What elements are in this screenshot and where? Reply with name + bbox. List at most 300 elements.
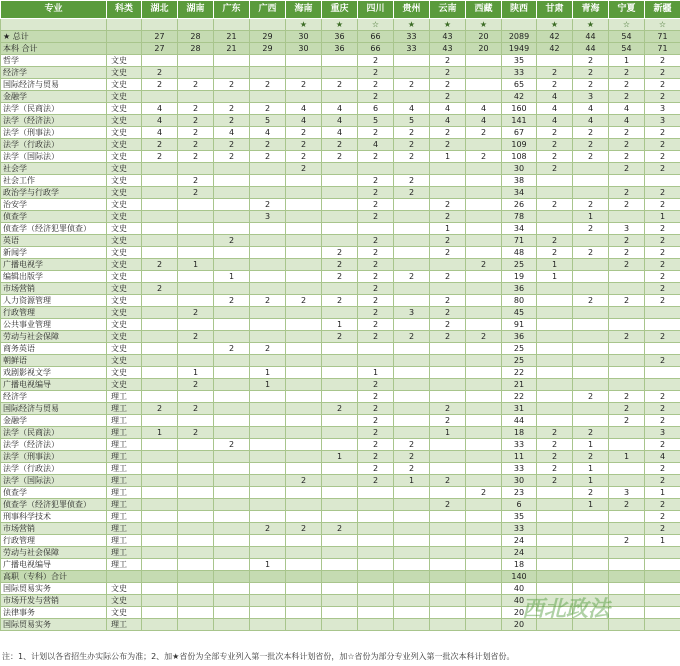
quota-cell — [178, 343, 214, 355]
category-cell: 理工 — [107, 523, 142, 535]
quota-cell: 22 — [502, 391, 537, 403]
quota-cell: 20 — [502, 619, 537, 631]
quota-cell: 2 — [430, 499, 466, 511]
quota-cell: 2 — [466, 259, 502, 271]
quota-cell — [142, 319, 178, 331]
quota-cell — [142, 355, 178, 367]
quota-cell — [322, 187, 358, 199]
quota-cell — [573, 235, 609, 247]
total-row — [1, 571, 680, 583]
quota-cell — [430, 391, 466, 403]
quota-cell — [645, 343, 680, 355]
total-row — [1, 43, 680, 55]
quota-cell — [466, 199, 502, 211]
quota-cell — [430, 187, 466, 199]
quota-cell: 1 — [430, 427, 466, 439]
quota-cell — [250, 607, 286, 619]
quota-cell: 2 — [537, 163, 573, 175]
major-name: 高职（专科）合计 — [1, 571, 107, 583]
quota-cell — [214, 247, 250, 259]
quota-cell: 2 — [358, 211, 394, 223]
quota-cell: 43 — [430, 43, 466, 55]
quota-cell — [214, 391, 250, 403]
quota-cell — [394, 235, 430, 247]
quota-cell — [250, 307, 286, 319]
quota-cell: 2 — [394, 151, 430, 163]
category-cell: 文史 — [107, 295, 142, 307]
quota-cell — [645, 547, 680, 559]
category-cell: 文史 — [107, 283, 142, 295]
quota-cell — [394, 55, 430, 67]
quota-cell: 2 — [286, 163, 322, 175]
quota-cell: 22 — [502, 367, 537, 379]
quota-cell: 2 — [322, 403, 358, 415]
category-cell: 理工 — [107, 511, 142, 523]
quota-cell: 2 — [537, 463, 573, 475]
quota-cell — [573, 307, 609, 319]
quota-cell — [286, 583, 322, 595]
quota-cell — [537, 355, 573, 367]
quota-cell — [394, 67, 430, 79]
footnote: 注：1、计划以各省招生办实际公布为准；2、加★省份为全部专业列入第一批次本科计划省份，加☆省份为部分专业列入第一批次本科计划省份。 — [2, 652, 515, 661]
batch-marker — [178, 19, 214, 31]
quota-cell: 30 — [502, 163, 537, 175]
quota-cell: 1 — [322, 451, 358, 463]
quota-cell — [322, 211, 358, 223]
quota-cell: 20 — [466, 31, 502, 43]
category-cell: 文史 — [107, 343, 142, 355]
quota-cell: 2 — [394, 139, 430, 151]
category-cell: 文史 — [107, 139, 142, 151]
quota-cell: 2 — [609, 163, 645, 175]
quota-cell — [645, 607, 680, 619]
quota-cell: 2 — [645, 187, 680, 199]
quota-cell — [430, 283, 466, 295]
quota-cell: 2 — [178, 307, 214, 319]
quota-cell — [645, 379, 680, 391]
quota-cell — [609, 559, 645, 571]
quota-cell — [286, 427, 322, 439]
quota-cell: 2 — [430, 91, 466, 103]
quota-cell — [358, 559, 394, 571]
quota-cell — [142, 619, 178, 631]
table-row — [1, 163, 680, 175]
quota-cell: 18 — [502, 427, 537, 439]
quota-cell — [286, 391, 322, 403]
table-row — [1, 187, 680, 199]
quota-cell: 20 — [502, 607, 537, 619]
quota-cell — [645, 595, 680, 607]
quota-cell — [466, 427, 502, 439]
quota-cell: 1 — [573, 463, 609, 475]
quota-cell — [322, 283, 358, 295]
table-row — [1, 499, 680, 511]
quota-cell — [430, 439, 466, 451]
quota-cell: 2 — [573, 79, 609, 91]
header-category: 科类 — [107, 1, 142, 19]
quota-cell: 2 — [286, 151, 322, 163]
quota-cell: 2 — [358, 451, 394, 463]
major-name: 新闻学 — [1, 247, 107, 259]
quota-cell — [178, 463, 214, 475]
quota-cell — [178, 271, 214, 283]
quota-cell: 2 — [322, 523, 358, 535]
quota-cell — [430, 547, 466, 559]
header-province: 广西 — [250, 1, 286, 19]
category-cell — [107, 571, 142, 583]
quota-cell: 71 — [502, 235, 537, 247]
quota-cell: 38 — [502, 175, 537, 187]
quota-cell — [250, 439, 286, 451]
quota-cell — [214, 475, 250, 487]
quota-cell — [250, 463, 286, 475]
quota-cell: 2 — [573, 199, 609, 211]
quota-cell — [142, 547, 178, 559]
quota-cell — [645, 307, 680, 319]
quota-cell: 48 — [502, 247, 537, 259]
quota-cell — [286, 379, 322, 391]
quota-cell: 2 — [214, 151, 250, 163]
quota-cell: 2 — [573, 295, 609, 307]
quota-cell — [394, 295, 430, 307]
quota-cell: 2 — [250, 295, 286, 307]
category-cell: 理工 — [107, 415, 142, 427]
category-cell: 文史 — [107, 583, 142, 595]
batch-marker: ☆ — [358, 19, 394, 31]
quota-cell — [286, 499, 322, 511]
quota-cell — [214, 307, 250, 319]
quota-cell — [466, 319, 502, 331]
quota-cell — [214, 571, 250, 583]
quota-cell: 2 — [430, 139, 466, 151]
quota-cell — [214, 283, 250, 295]
quota-cell — [214, 187, 250, 199]
quota-cell — [466, 79, 502, 91]
quota-cell — [466, 451, 502, 463]
quota-cell: 1 — [645, 535, 680, 547]
quota-cell: 2 — [178, 151, 214, 163]
quota-cell: 4 — [466, 103, 502, 115]
quota-cell — [645, 559, 680, 571]
quota-cell — [609, 619, 645, 631]
quota-cell: 2 — [573, 151, 609, 163]
major-name: 广播电视学 — [1, 259, 107, 271]
quota-cell: 2 — [430, 415, 466, 427]
quota-cell: 21 — [214, 31, 250, 43]
quota-cell: 1 — [250, 559, 286, 571]
quota-cell — [358, 607, 394, 619]
quota-cell: 2 — [466, 331, 502, 343]
quota-cell: 3 — [573, 91, 609, 103]
major-name: 商务英语 — [1, 343, 107, 355]
major-name: 国际贸易实务 — [1, 619, 107, 631]
quota-cell: 2 — [645, 523, 680, 535]
quota-cell — [286, 451, 322, 463]
quota-cell — [430, 343, 466, 355]
quota-cell: 2 — [142, 139, 178, 151]
quota-cell: 4 — [430, 103, 466, 115]
quota-cell — [322, 55, 358, 67]
quota-cell — [537, 559, 573, 571]
quota-cell: 160 — [502, 103, 537, 115]
header-province: 新疆 — [645, 1, 680, 19]
quota-cell — [142, 187, 178, 199]
header-province: 海南 — [286, 1, 322, 19]
header-province: 陕西 — [502, 1, 537, 19]
major-name: 人力资源管理 — [1, 295, 107, 307]
quota-cell — [430, 175, 466, 187]
category-cell: 文史 — [107, 199, 142, 211]
quota-cell — [322, 391, 358, 403]
quota-cell — [466, 235, 502, 247]
quota-cell — [250, 619, 286, 631]
quota-cell — [573, 187, 609, 199]
quota-cell: 2 — [358, 187, 394, 199]
table-row — [1, 367, 680, 379]
major-name: 市场营销 — [1, 283, 107, 295]
quota-cell — [214, 403, 250, 415]
quota-cell: 2 — [358, 307, 394, 319]
quota-cell: 2 — [537, 151, 573, 163]
quota-cell — [250, 415, 286, 427]
major-name: 法律事务 — [1, 607, 107, 619]
quota-cell — [286, 199, 322, 211]
quota-cell: 2 — [609, 295, 645, 307]
quota-cell: 2 — [645, 403, 680, 415]
quota-cell: 2 — [322, 331, 358, 343]
major-name: 行政管理 — [1, 307, 107, 319]
quota-cell — [609, 547, 645, 559]
quota-cell: 2 — [645, 439, 680, 451]
quota-cell — [358, 487, 394, 499]
quota-cell — [466, 367, 502, 379]
table-row — [1, 439, 680, 451]
quota-cell: 2 — [573, 55, 609, 67]
quota-cell — [214, 91, 250, 103]
quota-cell — [322, 559, 358, 571]
quota-cell: 2 — [322, 151, 358, 163]
quota-cell: 2 — [214, 139, 250, 151]
quota-cell — [178, 199, 214, 211]
quota-cell: 2 — [358, 67, 394, 79]
quota-cell — [394, 559, 430, 571]
quota-cell: 2 — [430, 127, 466, 139]
quota-cell: 4 — [466, 115, 502, 127]
category-cell: 理工 — [107, 619, 142, 631]
major-name: 经济学 — [1, 391, 107, 403]
quota-cell — [250, 583, 286, 595]
quota-cell: 2 — [645, 283, 680, 295]
quota-cell — [394, 343, 430, 355]
quota-cell — [250, 331, 286, 343]
quota-cell — [609, 463, 645, 475]
quota-cell: 80 — [502, 295, 537, 307]
quota-cell: 2 — [322, 247, 358, 259]
table-row — [1, 295, 680, 307]
quota-cell: 2 — [609, 247, 645, 259]
quota-cell — [142, 415, 178, 427]
quota-cell — [214, 55, 250, 67]
quota-cell — [214, 367, 250, 379]
table-row — [1, 199, 680, 211]
quota-cell — [214, 607, 250, 619]
quota-cell — [322, 463, 358, 475]
quota-cell: 29 — [250, 43, 286, 55]
header-province: 湖北 — [142, 1, 178, 19]
quota-cell: 2 — [358, 427, 394, 439]
quota-cell: 2 — [322, 271, 358, 283]
quota-cell: 2 — [178, 127, 214, 139]
quota-cell — [214, 163, 250, 175]
quota-cell: 34 — [502, 223, 537, 235]
major-name: 广播电视编导 — [1, 379, 107, 391]
major-name: 法学（行政法） — [1, 463, 107, 475]
quota-cell: 2 — [430, 235, 466, 247]
quota-cell: 2 — [537, 475, 573, 487]
quota-cell — [322, 511, 358, 523]
quota-cell — [142, 463, 178, 475]
batch-marker: ★ — [394, 19, 430, 31]
quota-cell: 40 — [502, 595, 537, 607]
quota-cell — [178, 247, 214, 259]
quota-cell — [214, 355, 250, 367]
quota-cell: 31 — [502, 403, 537, 415]
header-province: 四川 — [358, 1, 394, 19]
quota-cell — [573, 379, 609, 391]
quota-cell — [358, 535, 394, 547]
quota-cell: 1 — [178, 367, 214, 379]
quota-cell: 33 — [394, 43, 430, 55]
quota-cell — [609, 355, 645, 367]
header-province: 甘肃 — [537, 1, 573, 19]
quota-cell — [250, 271, 286, 283]
table-row — [1, 151, 680, 163]
quota-cell: 35 — [502, 511, 537, 523]
quota-cell: 33 — [502, 463, 537, 475]
quota-cell — [322, 619, 358, 631]
quota-cell: 1 — [430, 223, 466, 235]
quota-cell: 2 — [250, 103, 286, 115]
quota-cell — [358, 583, 394, 595]
quota-cell — [609, 607, 645, 619]
quota-cell: 2 — [250, 523, 286, 535]
category-cell: 文史 — [107, 235, 142, 247]
quota-cell: 2 — [394, 79, 430, 91]
quota-cell — [214, 559, 250, 571]
table-row — [1, 79, 680, 91]
quota-cell — [142, 55, 178, 67]
quota-cell: 2 — [250, 139, 286, 151]
quota-cell: 2 — [250, 199, 286, 211]
quota-cell: 2 — [394, 187, 430, 199]
table-row — [1, 403, 680, 415]
batch-marker: ☆ — [609, 19, 645, 31]
quota-cell — [537, 319, 573, 331]
quota-cell — [537, 379, 573, 391]
quota-cell: 2 — [430, 67, 466, 79]
quota-cell — [322, 175, 358, 187]
table-row — [1, 487, 680, 499]
quota-cell: 44 — [573, 31, 609, 43]
quota-cell — [609, 475, 645, 487]
quota-cell — [142, 379, 178, 391]
quota-cell: 2 — [178, 427, 214, 439]
batch-marker: ★ — [537, 19, 573, 31]
quota-cell: 25 — [502, 259, 537, 271]
quota-cell — [573, 259, 609, 271]
quota-cell — [322, 355, 358, 367]
quota-cell — [286, 67, 322, 79]
quota-cell — [286, 403, 322, 415]
quota-cell: 109 — [502, 139, 537, 151]
quota-cell: 4 — [358, 139, 394, 151]
quota-cell: 54 — [609, 43, 645, 55]
major-name: 英语 — [1, 235, 107, 247]
category-cell: 理工 — [107, 451, 142, 463]
quota-cell — [430, 559, 466, 571]
quota-cell: 2 — [466, 151, 502, 163]
quota-cell — [645, 583, 680, 595]
quota-cell — [466, 463, 502, 475]
quota-cell: 91 — [502, 319, 537, 331]
quota-cell: 66 — [358, 31, 394, 43]
quota-cell — [250, 391, 286, 403]
quota-cell: 2 — [609, 535, 645, 547]
category-cell: 理工 — [107, 559, 142, 571]
quota-cell — [142, 583, 178, 595]
quota-cell — [394, 571, 430, 583]
quota-cell: 4 — [322, 103, 358, 115]
quota-cell — [358, 343, 394, 355]
quota-cell — [537, 523, 573, 535]
quota-cell — [178, 355, 214, 367]
quota-cell: 2 — [142, 403, 178, 415]
quota-cell: 1 — [645, 487, 680, 499]
category-cell: 文史 — [107, 355, 142, 367]
category-cell: 文史 — [107, 67, 142, 79]
total-row — [1, 31, 680, 43]
major-name: 国际经济与贸易 — [1, 403, 107, 415]
quota-cell: 2 — [645, 271, 680, 283]
quota-cell: 2 — [609, 331, 645, 343]
category-cell: 文史 — [107, 367, 142, 379]
table-row — [1, 379, 680, 391]
quota-cell: 2 — [178, 103, 214, 115]
quota-cell: 5 — [394, 115, 430, 127]
quota-cell: 2 — [573, 67, 609, 79]
quota-cell: 2 — [358, 403, 394, 415]
quota-cell — [286, 559, 322, 571]
major-name: 哲学 — [1, 55, 107, 67]
quota-cell — [178, 91, 214, 103]
quota-cell: 2 — [430, 55, 466, 67]
quota-cell — [214, 175, 250, 187]
quota-cell: 2 — [178, 139, 214, 151]
quota-cell — [537, 223, 573, 235]
quota-cell — [573, 523, 609, 535]
quota-cell — [466, 247, 502, 259]
quota-cell — [430, 379, 466, 391]
category-cell: 文史 — [107, 211, 142, 223]
major-name: 编辑出版学 — [1, 271, 107, 283]
quota-cell — [537, 415, 573, 427]
category-cell: 理工 — [107, 439, 142, 451]
quota-cell — [286, 511, 322, 523]
quota-cell — [250, 355, 286, 367]
quota-cell: 33 — [394, 31, 430, 43]
quota-cell — [178, 547, 214, 559]
table-row — [1, 127, 680, 139]
